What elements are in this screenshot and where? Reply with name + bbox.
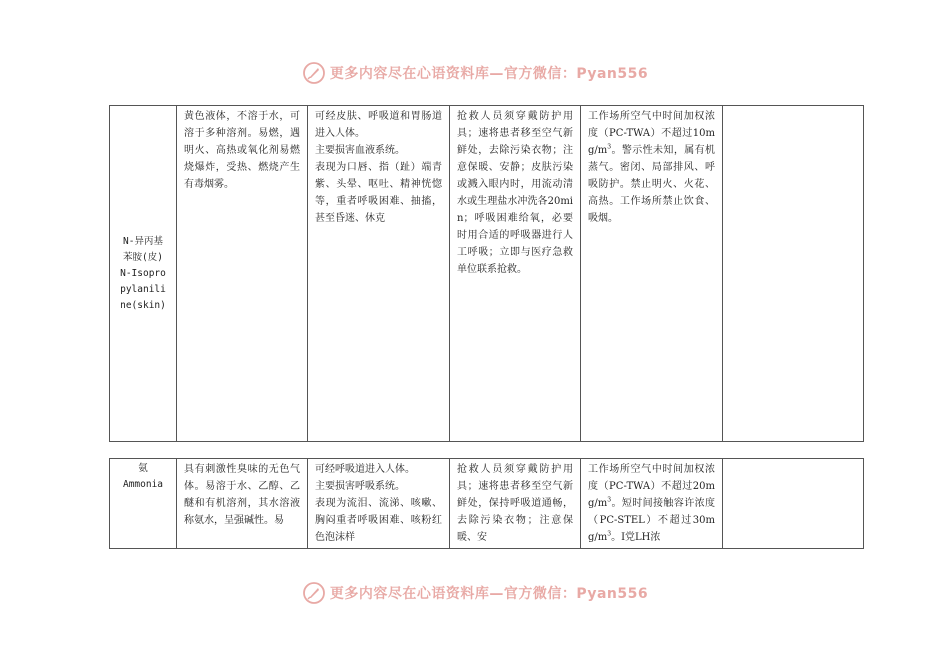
health-route-text: 可经呼吸道进入人体。: [315, 464, 415, 475]
prevention-superscript: 3: [607, 496, 612, 504]
prevention-cell: [581, 106, 723, 442]
first-aid-cell: [450, 459, 581, 549]
hazard-table-row-2: [109, 458, 864, 549]
properties-cell: [177, 106, 308, 442]
properties-cell: [177, 459, 308, 549]
prevention-superscript: 3: [607, 143, 612, 151]
prevention-text-b: 。警示性未知，属有机蒸气。密闭、局部排风、呼吸防护。禁止明火、火花、高热。工作场所禁止饮食、吸烟。: [588, 145, 715, 224]
chemical-name-cn: N-异丙基苯胺(皮): [123, 235, 163, 263]
properties-text: 具有刺激性臭味的无色气体。易溶于水、乙醇、乙醚和有机溶剂，其水溶液称氨水，呈强碱性。易: [184, 464, 300, 526]
prevention-text-b: 。短时间接触容许浓度（PC-STEL）不超过30mg/m: [588, 498, 715, 543]
watermark-text: 更多内容尽在心语资料库—官方微信：Pyan556: [329, 586, 649, 602]
prevention-cell: [581, 459, 723, 549]
first-aid-text: 抢救人员须穿戴防护用具；速将患者移至空气新鲜处，保持呼吸道通畅，去除污染衣物；注意保暖、安: [457, 464, 573, 543]
health-effects-cell: [308, 459, 450, 549]
health-target-text: 主要损害呼吸系统。: [315, 481, 405, 492]
watermark-footer: [0, 578, 950, 608]
prevention-text-a: 工作场所空气中时间加权浓度（PC-TWA）不超过10mg/m: [588, 111, 715, 156]
table-row: [110, 459, 864, 549]
first-aid-text: 抢救人员须穿戴防护用具；速将患者移至空气新鲜处，去除污染衣物；注意保暖、安静；皮肤污染或溅入眼内时，用流动清水或生理盐水冲洗各20min；呼吸困难给氧，必要时用合适的呼吸器进行人工呼吸；立即与医疗急救单位联系抢救。: [457, 111, 573, 275]
chemical-name-cn: 氨: [138, 463, 148, 474]
chemical-name-cell: [110, 106, 177, 442]
watermark-text: 更多内容尽在心语资料库—官方微信：Pyan556: [329, 66, 649, 82]
first-aid-cell: [450, 106, 581, 442]
prevention-text-c: 。I党LH浓: [611, 532, 661, 543]
prevention-superscript-2: 3: [607, 530, 612, 538]
chemical-name-cell: [110, 459, 177, 549]
chemical-name-en: N-Isopropylaniline(skin): [120, 267, 166, 311]
health-symptoms-text: 表现为口唇、指（趾）端青紫、头晕、呕吐、精神恍惚等，重者呼吸困难、抽搐，甚至昏迷、休克: [315, 162, 442, 224]
chemical-name-en: Ammonia: [122, 479, 164, 490]
health-symptoms-text: 表现为流泪、流涕、咳嗽、胸闷重者呼吸困难、咳粉红色泡沫样: [315, 498, 442, 543]
extra-cell: [723, 106, 864, 442]
health-route-text: 可经皮肤、呼吸道和胃肠道进入人体。: [315, 111, 442, 139]
hazard-table-row-1: [109, 105, 864, 442]
health-target-text: 主要损害血液系统。: [315, 145, 405, 156]
table-row: [110, 106, 864, 442]
quill-pen-logo-icon: [302, 61, 326, 85]
extra-cell: [723, 459, 864, 549]
quill-pen-logo-icon: [302, 581, 326, 605]
prevention-text-a: 工作场所空气中时间加权浓度（PC-TWA）不超过20mg/m: [588, 464, 715, 509]
properties-text: 黄色液体，不溶于水，可溶于多种溶剂。易燃，遇明火、高热或氧化剂易燃烧爆炸，受热、燃烧产生有毒烟雾。: [184, 111, 300, 190]
health-effects-cell: [308, 106, 450, 442]
watermark-header: [0, 58, 950, 88]
